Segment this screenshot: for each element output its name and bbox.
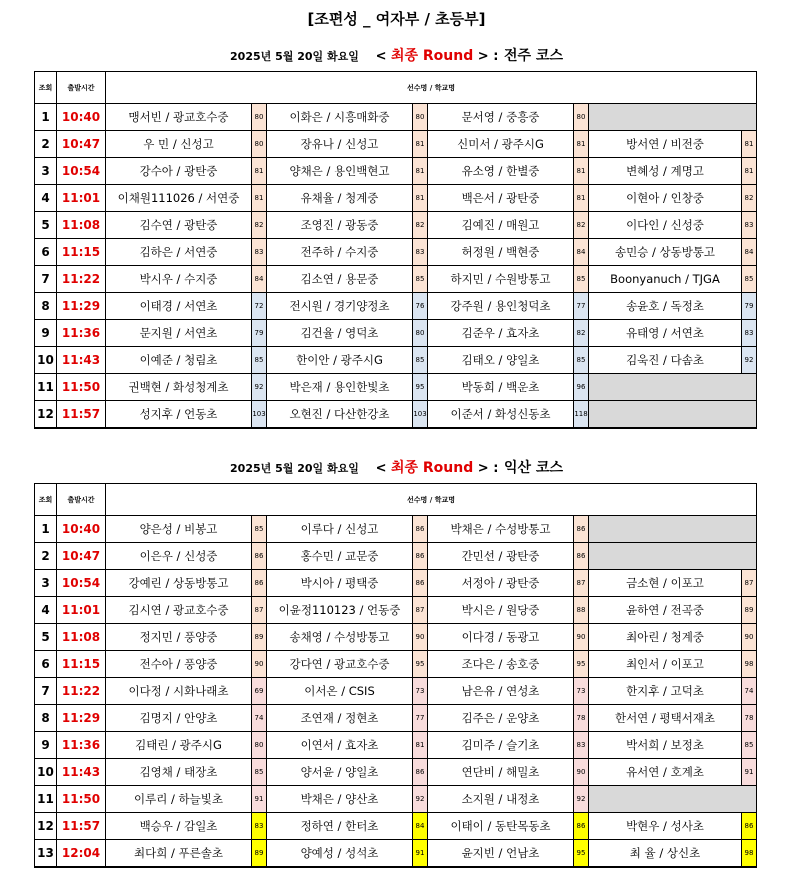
group-row (35, 678, 757, 705)
player-score: 85 (413, 347, 428, 374)
player-score: 89 (742, 597, 757, 624)
group-row (35, 516, 757, 543)
player-score: 86 (574, 516, 589, 543)
player-score: 83 (252, 239, 267, 266)
tee-time: 10:54 (57, 158, 106, 185)
player-school: 최아린 / 청계중 (589, 624, 742, 651)
player-school: 김명지 / 안양초 (106, 705, 252, 732)
player-school: 양서윤 / 양일초 (267, 759, 413, 786)
section-heading-jeonju (0, 45, 793, 65)
player-score: 73 (413, 678, 428, 705)
player-school: 김준우 / 효자초 (428, 320, 574, 347)
player-score: 86 (574, 813, 589, 840)
group-row (35, 212, 757, 239)
player-score: 103 (252, 401, 267, 429)
player-score: 80 (413, 320, 428, 347)
player-score: 92 (413, 786, 428, 813)
player-school: 이서온 / CSIS (267, 678, 413, 705)
group-row (35, 786, 757, 813)
player-score: 83 (742, 320, 757, 347)
player-score: 81 (574, 185, 589, 212)
player-school: 남은유 / 연성초 (428, 678, 574, 705)
tee-time: 11:36 (57, 320, 106, 347)
player-school: 간민선 / 광탄중 (428, 543, 574, 570)
tee-time: 11:15 (57, 651, 106, 678)
round-label: 최종 Round (390, 48, 474, 64)
player-score: 86 (413, 570, 428, 597)
tee-time: 11:57 (57, 813, 106, 840)
player-school: 최다희 / 푸른솔초 (106, 840, 252, 868)
player-score: 81 (413, 732, 428, 759)
group-row (35, 320, 757, 347)
player-school: 박시은 / 원당중 (428, 597, 574, 624)
player-school: 소지원 / 내정초 (428, 786, 574, 813)
player-school: 금소현 / 이포고 (589, 570, 742, 597)
group-row (35, 158, 757, 185)
group-row (35, 347, 757, 374)
player-school: 권백현 / 화성청계초 (106, 374, 252, 401)
round-close-bracket: > : (473, 49, 499, 64)
player-score: 84 (742, 239, 757, 266)
player-school: 박시우 / 수지중 (106, 266, 252, 293)
player-score: 86 (742, 813, 757, 840)
player-school: 유서연 / 호계초 (589, 759, 742, 786)
table-header-row (35, 72, 757, 104)
player-school: 양은성 / 비봉고 (106, 516, 252, 543)
group-row (35, 597, 757, 624)
player-school: 신미서 / 광주시G (428, 131, 574, 158)
tee-time: 11:08 (57, 212, 106, 239)
player-school: 송채영 / 수성방통고 (267, 624, 413, 651)
player-score: 84 (252, 266, 267, 293)
player-school: 장유나 / 신성고 (267, 131, 413, 158)
player-score: 85 (413, 266, 428, 293)
round-open-bracket: < (375, 49, 391, 64)
player-score: 72 (252, 293, 267, 320)
player-school: 한이안 / 광주시G (267, 347, 413, 374)
group-number: 10 (35, 347, 57, 374)
player-school: 이다인 / 신성중 (589, 212, 742, 239)
player-score: 82 (252, 212, 267, 239)
player-score: 74 (742, 678, 757, 705)
group-row (35, 570, 757, 597)
tee-time: 10:40 (57, 104, 106, 131)
player-score: 80 (252, 104, 267, 131)
round-date: 2025년 5월 20일 화요일 (230, 462, 359, 475)
player-school: 박채은 / 수성방통고 (428, 516, 574, 543)
player-school: 이태이 / 동탄목동초 (428, 813, 574, 840)
group-row (35, 401, 757, 429)
player-school: 이연서 / 효자초 (267, 732, 413, 759)
player-school: 전주하 / 수지중 (267, 239, 413, 266)
tee-time: 11:01 (57, 597, 106, 624)
player-score: 98 (742, 840, 757, 868)
group-number: 6 (35, 651, 57, 678)
player-score: 82 (413, 212, 428, 239)
player-school: 한지후 / 고덕초 (589, 678, 742, 705)
player-score: 91 (252, 786, 267, 813)
player-school: 정하연 / 한터초 (267, 813, 413, 840)
group-number: 2 (35, 543, 57, 570)
group-number: 7 (35, 678, 57, 705)
player-school: 강주원 / 용인청덕초 (428, 293, 574, 320)
player-score: 85 (252, 516, 267, 543)
player-school: 김소연 / 용문중 (267, 266, 413, 293)
group-row (35, 651, 757, 678)
player-score: 81 (574, 158, 589, 185)
group-row (35, 624, 757, 651)
player-score: 78 (574, 705, 589, 732)
course-name: 익산 코스 (504, 460, 563, 476)
player-score: 80 (252, 732, 267, 759)
tee-time: 10:47 (57, 543, 106, 570)
tee-time: 11:50 (57, 374, 106, 401)
player-school: 이다경 / 동광고 (428, 624, 574, 651)
player-score: 80 (413, 104, 428, 131)
tee-time: 11:29 (57, 293, 106, 320)
group-number: 8 (35, 293, 57, 320)
player-score: 86 (252, 570, 267, 597)
player-score: 74 (252, 705, 267, 732)
player-score: 92 (252, 374, 267, 401)
player-score: 83 (413, 239, 428, 266)
player-school: 이은우 / 신성중 (106, 543, 252, 570)
player-score: 118 (574, 401, 589, 429)
header-player-school: 선수명 / 학교명 (106, 484, 757, 516)
player-score: 86 (574, 543, 589, 570)
empty-slot (589, 104, 757, 131)
group-number: 4 (35, 185, 57, 212)
player-score: 92 (742, 347, 757, 374)
group-number: 9 (35, 320, 57, 347)
player-school: 백승우 / 감일초 (106, 813, 252, 840)
player-score: 92 (574, 786, 589, 813)
round-date: 2025년 5월 20일 화요일 (230, 50, 359, 63)
group-number: 7 (35, 266, 57, 293)
table-header-row (35, 484, 757, 516)
group-number: 5 (35, 624, 57, 651)
player-score: 87 (413, 597, 428, 624)
group-number: 11 (35, 374, 57, 401)
player-score: 76 (413, 293, 428, 320)
player-score: 81 (252, 185, 267, 212)
player-school: 이윤정110123 / 언동중 (267, 597, 413, 624)
section-heading-iksan (0, 457, 793, 477)
player-score: 79 (252, 320, 267, 347)
player-score: 83 (742, 212, 757, 239)
player-school: 박현우 / 성사초 (589, 813, 742, 840)
player-school: 강다연 / 광교호수중 (267, 651, 413, 678)
group-row (35, 266, 757, 293)
player-score: 81 (252, 158, 267, 185)
empty-slot (589, 543, 757, 570)
empty-slot (589, 786, 757, 813)
player-school: 유태영 / 서연초 (589, 320, 742, 347)
group-number: 13 (35, 840, 57, 868)
player-score: 83 (574, 732, 589, 759)
group-row (35, 131, 757, 158)
player-score: 82 (742, 185, 757, 212)
player-school: 최인서 / 이포고 (589, 651, 742, 678)
player-school: 문서영 / 중흥중 (428, 104, 574, 131)
player-score: 80 (252, 131, 267, 158)
player-score: 87 (742, 570, 757, 597)
player-score: 95 (574, 651, 589, 678)
player-school: 이태경 / 서연초 (106, 293, 252, 320)
player-school: 양예성 / 성석초 (267, 840, 413, 868)
player-score: 95 (574, 840, 589, 868)
group-number: 12 (35, 813, 57, 840)
player-school: 박서희 / 보정초 (589, 732, 742, 759)
player-school: 양채은 / 용인백현고 (267, 158, 413, 185)
player-score: 81 (413, 131, 428, 158)
player-score: 85 (574, 266, 589, 293)
player-score: 85 (742, 732, 757, 759)
player-school: 연단비 / 해밀초 (428, 759, 574, 786)
tee-time: 11:29 (57, 705, 106, 732)
group-number: 3 (35, 570, 57, 597)
player-school: 백은서 / 광탄중 (428, 185, 574, 212)
player-score: 77 (574, 293, 589, 320)
player-score: 73 (574, 678, 589, 705)
player-score: 95 (413, 374, 428, 401)
player-school: 정지민 / 풍양중 (106, 624, 252, 651)
player-school: 송민승 / 상동방통고 (589, 239, 742, 266)
player-score: 103 (413, 401, 428, 429)
player-score: 81 (413, 158, 428, 185)
group-row (35, 705, 757, 732)
player-school: 변혜성 / 계명고 (589, 158, 742, 185)
player-school: 방서연 / 비전중 (589, 131, 742, 158)
player-score: 86 (413, 759, 428, 786)
tee-time: 10:47 (57, 131, 106, 158)
player-school: 성지후 / 언동초 (106, 401, 252, 429)
player-school: 김욱진 / 다솜초 (589, 347, 742, 374)
player-school: 홍수민 / 교문중 (267, 543, 413, 570)
player-score: 90 (574, 624, 589, 651)
player-school: 전수아 / 풍양중 (106, 651, 252, 678)
round-open-bracket: < (375, 461, 391, 476)
player-score: 89 (252, 624, 267, 651)
player-score: 91 (742, 759, 757, 786)
player-score: 81 (574, 131, 589, 158)
player-school: 김하은 / 서연중 (106, 239, 252, 266)
group-row (35, 185, 757, 212)
player-score: 95 (413, 651, 428, 678)
pairing-table-jeonju (34, 71, 757, 429)
player-school: 우 민 / 신성고 (106, 131, 252, 158)
player-school: 오현진 / 다산한강초 (267, 401, 413, 429)
player-score: 83 (252, 813, 267, 840)
header-group-no: 조회 (35, 484, 57, 516)
group-row (35, 813, 757, 840)
player-score: 81 (413, 185, 428, 212)
player-school: 이화은 / 시흥매화중 (267, 104, 413, 131)
player-school: 이채원111026 / 서연중 (106, 185, 252, 212)
header-player-school: 선수명 / 학교명 (106, 72, 757, 104)
player-school: 김주은 / 운양초 (428, 705, 574, 732)
player-school: 박채은 / 양산초 (267, 786, 413, 813)
player-school: 이루리 / 하늘빛초 (106, 786, 252, 813)
tee-time: 11:43 (57, 759, 106, 786)
player-score: 81 (742, 158, 757, 185)
player-school: 전시원 / 경기양정초 (267, 293, 413, 320)
group-number: 9 (35, 732, 57, 759)
player-school: 문지원 / 서연초 (106, 320, 252, 347)
player-school: 조다은 / 송호중 (428, 651, 574, 678)
player-school: 송윤호 / 독정초 (589, 293, 742, 320)
player-school: 이준서 / 화성신동초 (428, 401, 574, 429)
tee-time: 11:36 (57, 732, 106, 759)
group-row (35, 104, 757, 131)
player-score: 84 (574, 239, 589, 266)
round-label: 최종 Round (390, 460, 474, 476)
tee-time: 11:50 (57, 786, 106, 813)
player-school: 최 율 / 상신초 (589, 840, 742, 868)
group-row (35, 543, 757, 570)
player-score: 85 (574, 347, 589, 374)
tee-time: 10:40 (57, 516, 106, 543)
player-score: 87 (252, 597, 267, 624)
player-score: 90 (742, 624, 757, 651)
pairing-table-iksan (34, 483, 757, 868)
player-school: 서정아 / 광탄중 (428, 570, 574, 597)
player-school: 맹서빈 / 광교호수중 (106, 104, 252, 131)
empty-slot (589, 374, 757, 401)
tee-time: 11:01 (57, 185, 106, 212)
tee-time: 11:22 (57, 266, 106, 293)
player-school: 김예진 / 매원고 (428, 212, 574, 239)
player-school: 윤하연 / 전곡중 (589, 597, 742, 624)
player-score: 85 (252, 347, 267, 374)
group-row (35, 374, 757, 401)
group-row (35, 239, 757, 266)
player-score: 96 (574, 374, 589, 401)
player-score: 91 (413, 840, 428, 868)
group-number: 12 (35, 401, 57, 429)
empty-slot (589, 516, 757, 543)
group-number: 4 (35, 597, 57, 624)
player-school: 이다정 / 시화나래초 (106, 678, 252, 705)
group-number: 3 (35, 158, 57, 185)
group-number: 2 (35, 131, 57, 158)
player-score: 87 (574, 570, 589, 597)
group-number: 1 (35, 104, 57, 131)
group-number: 10 (35, 759, 57, 786)
tee-time: 11:08 (57, 624, 106, 651)
group-row (35, 293, 757, 320)
header-tee-time: 출발시간 (57, 484, 106, 516)
player-school: 유소영 / 한별중 (428, 158, 574, 185)
player-school: 박시아 / 평택중 (267, 570, 413, 597)
player-score: 77 (413, 705, 428, 732)
player-school: 김미주 / 슬기초 (428, 732, 574, 759)
player-school: 박은재 / 용인한빛초 (267, 374, 413, 401)
player-school: 이루다 / 신성고 (267, 516, 413, 543)
player-school: 강예린 / 상동방통고 (106, 570, 252, 597)
group-number: 6 (35, 239, 57, 266)
player-score: 78 (742, 705, 757, 732)
player-school: 김태오 / 양일초 (428, 347, 574, 374)
player-score: 84 (413, 813, 428, 840)
player-score: 82 (574, 212, 589, 239)
player-school: 조연재 / 정현초 (267, 705, 413, 732)
player-score: 88 (574, 597, 589, 624)
group-row (35, 759, 757, 786)
group-row (35, 732, 757, 759)
player-school: 한서연 / 평택서재초 (589, 705, 742, 732)
player-school: 김시연 / 광교호수중 (106, 597, 252, 624)
player-school: 강수아 / 광탄중 (106, 158, 252, 185)
player-school: 김수연 / 광탄중 (106, 212, 252, 239)
player-score: 86 (413, 516, 428, 543)
player-school: 이예준 / 청림초 (106, 347, 252, 374)
group-number: 8 (35, 705, 57, 732)
page-title: [조편성 _ 여자부 / 초등부] (307, 10, 486, 28)
group-number: 11 (35, 786, 57, 813)
player-school: 하지민 / 수원방통고 (428, 266, 574, 293)
player-school: 이현아 / 인창중 (589, 185, 742, 212)
player-score: 82 (574, 320, 589, 347)
tee-time: 11:15 (57, 239, 106, 266)
player-school: 허정원 / 백현중 (428, 239, 574, 266)
player-score: 89 (252, 840, 267, 868)
player-school: 조영진 / 광동중 (267, 212, 413, 239)
tee-time: 11:57 (57, 401, 106, 429)
player-score: 98 (742, 651, 757, 678)
group-number: 1 (35, 516, 57, 543)
header-group-no: 조회 (35, 72, 57, 104)
player-school: 유채율 / 청계중 (267, 185, 413, 212)
player-score: 86 (252, 543, 267, 570)
group-row (35, 840, 757, 868)
empty-slot (589, 401, 757, 429)
tee-time: 12:04 (57, 840, 106, 868)
player-score: 86 (413, 543, 428, 570)
player-score: 90 (413, 624, 428, 651)
group-number: 5 (35, 212, 57, 239)
player-score: 79 (742, 293, 757, 320)
round-close-bracket: > : (473, 461, 499, 476)
player-score: 85 (252, 759, 267, 786)
player-score: 85 (742, 266, 757, 293)
tee-time: 10:54 (57, 570, 106, 597)
player-score: 69 (252, 678, 267, 705)
course-name: 전주 코스 (504, 48, 563, 64)
player-score: 90 (252, 651, 267, 678)
player-score: 90 (574, 759, 589, 786)
player-school: 김건율 / 영덕초 (267, 320, 413, 347)
player-score: 80 (574, 104, 589, 131)
player-score: 81 (742, 131, 757, 158)
tee-time: 11:43 (57, 347, 106, 374)
player-school: 윤지빈 / 언남초 (428, 840, 574, 868)
player-school: 박동희 / 백운초 (428, 374, 574, 401)
player-school: 김태린 / 광주시G (106, 732, 252, 759)
tee-time: 11:22 (57, 678, 106, 705)
header-tee-time: 출발시간 (57, 72, 106, 104)
player-school: 김영채 / 태장초 (106, 759, 252, 786)
player-school: Boonyanuch / TJGA (589, 266, 742, 293)
